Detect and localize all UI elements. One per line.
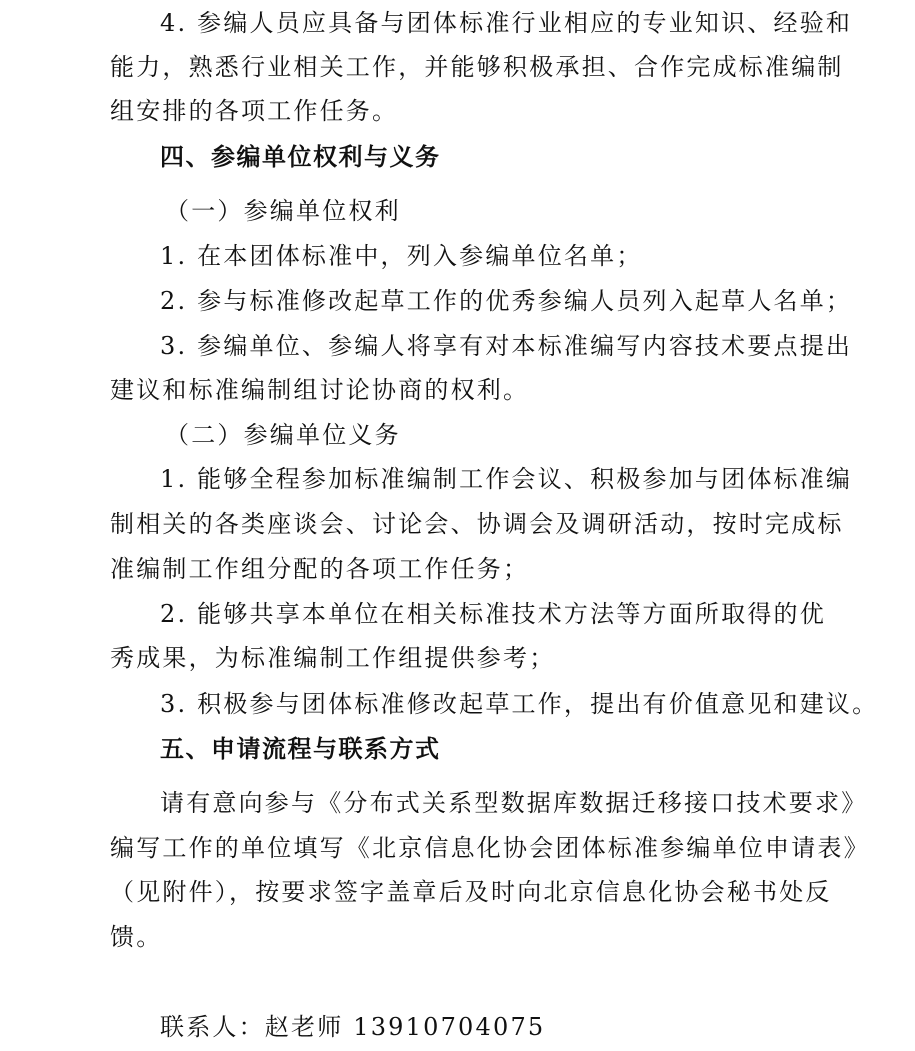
contact-line: 联系人：赵老师 13910704075: [160, 1013, 546, 1041]
obligations-item-2-line-1: 2. 能够共享本单位在相关标准技术方法等方面所取得的优: [160, 600, 826, 628]
application-paragraph-line-3: （见附件），按要求签字盖章后及时向北京信息化协会秘书处反: [110, 878, 832, 906]
rights-item-1: 1. 在本团体标准中，列入参编单位名单；: [160, 242, 643, 270]
rights-item-3-line-1: 3. 参编单位、参编人将享有对本标准编写内容技术要点提出: [160, 332, 853, 360]
paragraph-4-line-2: 能力，熟悉行业相关工作，并能够积极承担、合作完成标准编制: [110, 53, 844, 81]
paragraph-4-line-3: 组安排的各项工作任务。: [110, 97, 399, 125]
application-paragraph-line-1: 请有意向参与《分布式关系型数据库数据迁移接口技术要求》: [160, 789, 868, 817]
section-heading-5: 五、申请流程与联系方式: [160, 735, 441, 763]
application-paragraph-line-2: 编写工作的单位填写《北京信息化协会团体标准参编单位申请表》: [110, 834, 870, 862]
subsection-heading-rights: （一）参编单位权利: [165, 197, 401, 225]
section-heading-4: 四、参编单位权利与义务: [160, 143, 441, 171]
obligations-item-1-line-2: 制相关的各类座谈会、讨论会、协调会及调研活动，按时完成标: [110, 510, 844, 538]
subsection-heading-obligations: （二）参编单位义务: [165, 421, 401, 449]
rights-item-3-line-2: 建议和标准编制组讨论协商的权利。: [110, 376, 530, 404]
paragraph-4-line-1: 4. 参编人员应具备与团体标准行业相应的专业知识、经验和: [160, 9, 853, 37]
obligations-item-1-line-3: 准编制工作组分配的各项工作任务；: [110, 555, 530, 583]
obligations-item-1-line-1: 1. 能够全程参加标准编制工作会议、积极参加与团体标准编: [160, 465, 853, 493]
obligations-item-2-line-2: 秀成果，为标准编制工作组提供参考；: [110, 644, 556, 672]
application-paragraph-line-4: 馈。: [110, 923, 163, 951]
rights-item-2: 2. 参与标准修改起草工作的优秀参编人员列入起草人名单；: [160, 287, 853, 315]
obligations-item-3: 3. 积极参与团体标准修改起草工作，提出有价值意见和建议。: [160, 690, 879, 718]
